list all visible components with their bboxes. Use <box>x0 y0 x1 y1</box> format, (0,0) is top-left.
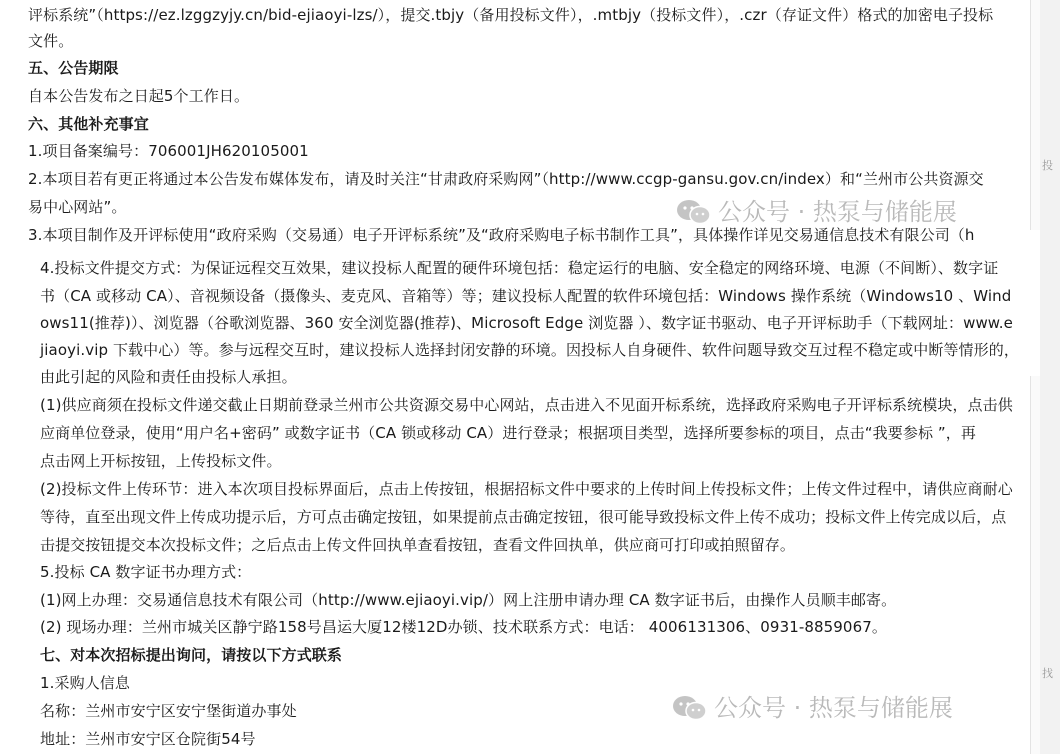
body-line: 应商单位登录，使用“用户名+密码” 或数字证书（CA 锁或移动 CA）进行登录；根据项目类型，选择所要参标的项目，点击“我要参标 ”，再 <box>40 424 976 442</box>
body-line: 易中心网站”。 <box>28 198 127 216</box>
body-line: 4.投标文件提交方式：为保证远程交互效果，建议投标人配置的硬件环境包括：稳定运行的电脑、安全稳定的网络环境、电源（不间断）、数字证 <box>40 259 999 277</box>
body-line: (2) 现场办理：兰州市城关区静宁路158号昌运大厦12楼12D办锁、技术联系方式：电话： 4006131306、0931-8859067。 <box>40 618 887 636</box>
body-line: 点击网上开标按钮，上传投标文件。 <box>40 452 282 470</box>
side-mark: 投 <box>1042 159 1053 172</box>
body-line: 2.本项目若有更正将通过本公告发布媒体发布，请及时关注“甘肃政府采购网”（http://www.ccgp-gansu.gov.cn/index）和“兰州市公共资源交 <box>28 170 984 188</box>
wechat-icon <box>672 694 708 722</box>
body-line: ows11(推荐)）、浏览器（谷歌浏览器、360 安全浏览器(推荐)、Microsoft Edge 浏览器 ）、数字证书驱动、电子开评标助手（下载网址：www.e <box>40 314 1013 332</box>
body-line: 书（CA 或移动 CA）、音视频设备（摄像头、麦克风、音箱等）等；建议投标人配置的软件环境包括：Windows 操作系统（Windows10 、Wind <box>40 287 1012 305</box>
watermark-text: 公众号 · 热泵与储能展 <box>718 198 957 226</box>
body-line: 等待，直至出现文件上传成功提示后，方可点击确定按钮，如果提前点击确定按钮，很可能导致投标文件上传不成功；投标文件上传完成以后，点 <box>40 508 1007 526</box>
right-scroll-rail[interactable] <box>1040 0 1060 754</box>
body-line: 由此引起的风险和责任由投标人承担。 <box>40 368 297 386</box>
body-line: 名称：兰州市安宁区安宁堡街道办事处 <box>40 702 297 720</box>
section-heading: 六、其他补充事宜 <box>28 115 149 133</box>
side-panel <box>1030 376 1040 754</box>
body-line: 5.投标 CA 数字证书办理方式： <box>40 563 252 581</box>
body-line: 击提交按钮提交本次投标文件；之后点击上传文件回执单查看按钮，查看文件回执单，供应商可打印或拍照留存。 <box>40 536 796 554</box>
body-line: jiaoyi.vip 下载中心）等。参与远程交互时，建议投标人选择封闭安静的环境。因投标人自身硬件、软件问题导致交互过程不稳定或中断等情形的， <box>40 341 1019 359</box>
body-line: 1.采购人信息 <box>40 674 131 692</box>
side-panel <box>1030 0 1040 230</box>
watermark-text: 公众号 · 热泵与储能展 <box>714 694 953 722</box>
body-line: (1)供应商须在投标文件递交截止日期前登录兰州市公共资源交易中心网站，点击进入不见面开标系统，选择政府采购电子开评标系统模块，点击供 <box>40 396 1013 414</box>
wechat-icon <box>676 198 712 226</box>
body-line: 评标系统”（https://ez.lzggzyjy.cn/bid-ejiaoyi-lzs/），提交.tbjy（备用投标文件），.mtbjy（投标文件），.czr（存证文件）格式的加密电子投标 <box>28 6 994 24</box>
watermark <box>676 197 957 227</box>
body-line: (2)投标文件上传环节：进入本次项目投标界面后，点击上传按钮，根据招标文件中要求的上传时间上传投标文件；上传文件过程中，请供应商耐心 <box>40 480 1013 498</box>
section-heading: 五、公告期限 <box>28 59 119 77</box>
body-line: 文件。 <box>28 32 74 50</box>
body-line: 3.本项目制作及开评标使用“政府采购（交易通）电子开评标系统”及“政府采购电子标书制作工具”，具体操作详见交易通信息技术有限公司（h <box>28 226 975 244</box>
section-heading: 七、对本次招标提出询问，请按以下方式联系 <box>40 646 343 664</box>
watermark <box>672 693 953 723</box>
body-line: (1)网上办理：交易通信息技术有限公司（http://www.ejiaoyi.vip/）网上注册申请办理 CA 数字证书后，由操作人员顺丰邮寄。 <box>40 591 897 609</box>
side-mark: 找 <box>1042 667 1053 680</box>
body-line: 自本公告发布之日起5个工作日。 <box>28 87 250 105</box>
body-line: 1.项目备案编号：706001JH620105001 <box>28 142 309 160</box>
body-line: 地址：兰州市安宁区仓院街54号 <box>40 730 256 748</box>
